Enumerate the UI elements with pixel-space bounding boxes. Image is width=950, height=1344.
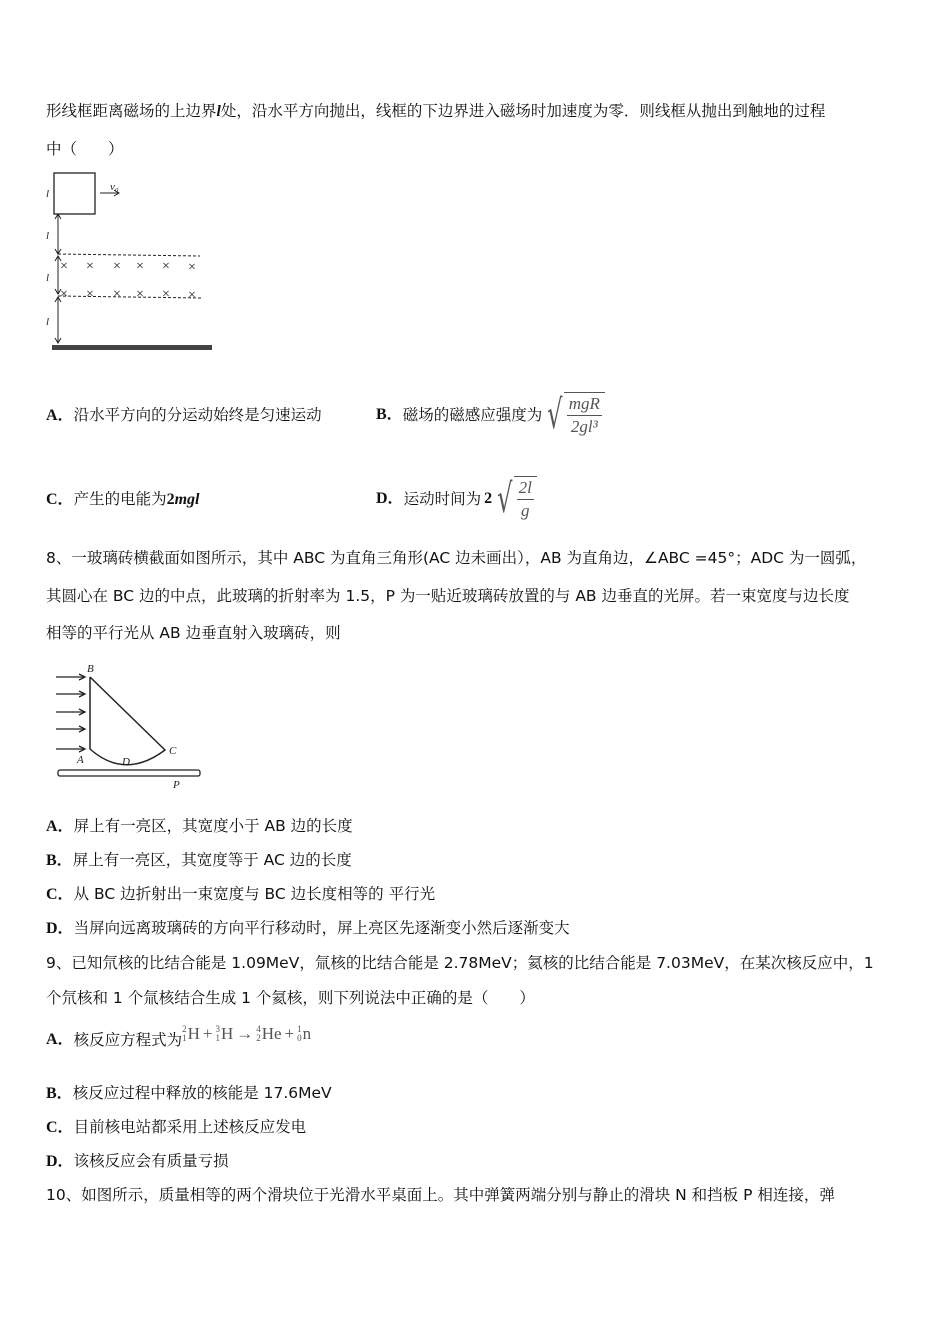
svg-text:×: × (60, 259, 68, 274)
svg-text:×: × (86, 287, 94, 302)
q7-option-a: A．沿水平方向的分运动始终是匀速运动 (46, 406, 322, 424)
q9-stem-line2: 个氘核和 1 个氚核结合生成 1 个氦核，则下列说法中正确的是（ ） (46, 989, 535, 1007)
q8-option-b: B．屏上有一亮区，其宽度等于 AC 边的长度 (46, 851, 352, 869)
svg-text:×: × (188, 260, 196, 275)
q8-stem-line1: 8、一玻璃砖横截面如图所示，其中 ABC 为直角三角形(AC 边未画出），AB 为直角边，∠ABC =45°；ADC 为一圆弧， (46, 549, 867, 567)
q9-option-b: B．核反应过程中释放的核能是 17.6MeV (46, 1084, 332, 1102)
q7-option-b: B． 磁场的磁感应强度为 √ $\frac{\text{mgR}}{\text{2gl³}}$ (376, 392, 605, 438)
screen-p (58, 770, 200, 776)
sqrt-expression: √ $\frac{\text{mgR}}{\text{2gl³}}$ (542, 392, 605, 438)
svg-text:×: × (162, 287, 170, 302)
q7-figure-magnetic-field (40, 165, 220, 355)
q7-stem-line1 (46, 101, 825, 122)
label-p: P (173, 779, 180, 790)
q9-option-a: A． 核反应方程式为 2 1 H + 3 1 H → 4 2 He + 1 0 n (46, 1024, 312, 1049)
svg-text:×: × (113, 259, 121, 274)
q8-option-d: D．当屏向远离玻璃砖的方向平行移动时，屏上亮区先逐渐变小然后逐渐变大 (46, 919, 570, 937)
svg-text:×: × (136, 259, 144, 274)
svg-text:×: × (113, 287, 121, 302)
svg-text:×: × (188, 288, 196, 303)
svg-text:×: × (60, 287, 68, 302)
q7-stem-text: 形线框距离磁场的上边界 (46, 102, 217, 120)
q7-var-l: l (216, 103, 221, 120)
q7-option-d: D． 运动时间为 2 √ $\frac{2l}{g}$ (376, 476, 537, 522)
label-l: l (46, 188, 50, 200)
svg-text:×: × (162, 259, 170, 274)
q8-figure-glass-brick (40, 660, 210, 790)
q8-stem-line3: 相等的平行光从 AB 边垂直射入玻璃砖，则 (46, 624, 341, 642)
q7-option-c: C．产生的电能为2mgl (46, 490, 200, 508)
q7-stem-line2: 中（ ） (46, 140, 124, 158)
field-boundary-top (58, 254, 200, 256)
q9-option-d: D．该核反应会有质量亏损 (46, 1152, 229, 1170)
field-boundary-bottom (58, 296, 202, 298)
light-arrows (56, 674, 85, 752)
q10-stem-line1: 10、如图所示，质量相等的两个滑块位于光滑水平桌面上。其中弹簧两端分别与静止的滑块 N 和挡板 P 相连接，弹 (46, 1186, 835, 1204)
q7-stem-text2: 处，沿水平方向抛出，线框的下边界进入磁场时加速度为零．则线框从抛出到触地的过程 (220, 102, 826, 120)
nuclear-equation: 2 1 H + 3 1 H → 4 2 He + 1 0 n (182, 1024, 312, 1043)
sqrt-expression: √ $\frac{2l}{g}$ (492, 476, 537, 522)
q9-stem-line1: 9、已知氘核的比结合能是 1.09MeV，氚核的比结合能是 2.78MeV；氦核的比结合能是 7.03MeV，在某次核反应中，1 (46, 954, 874, 972)
label-a: A (77, 754, 84, 766)
label-v0: v₀ (110, 181, 119, 193)
q8-option-a: A．屏上有一亮区，其宽度小于 AB 边的长度 (46, 817, 353, 835)
label-l: l (46, 230, 50, 242)
svg-text:×: × (86, 259, 94, 274)
glass-brick-outline (90, 677, 165, 765)
wire-frame (54, 173, 95, 214)
label-c: C (169, 745, 177, 757)
ground (52, 345, 212, 350)
label-b: B (87, 663, 94, 675)
q9-option-c: C．目前核电站都采用上述核反应发电 (46, 1118, 307, 1136)
q8-stem-line2: 其圆心在 BC 边的中点，此玻璃的折射率为 1.5，P 为一贴近玻璃砖放置的与 AB 边垂直的光屏。若一束宽度与边长度 (46, 587, 850, 605)
label-d: D (122, 756, 130, 768)
q8-option-c: C．从 BC 边折射出一束宽度与 BC 边长度相等的 平行光 (46, 885, 436, 903)
svg-text:×: × (136, 287, 144, 302)
label-l: l (46, 272, 50, 284)
label-l: l (46, 316, 50, 328)
